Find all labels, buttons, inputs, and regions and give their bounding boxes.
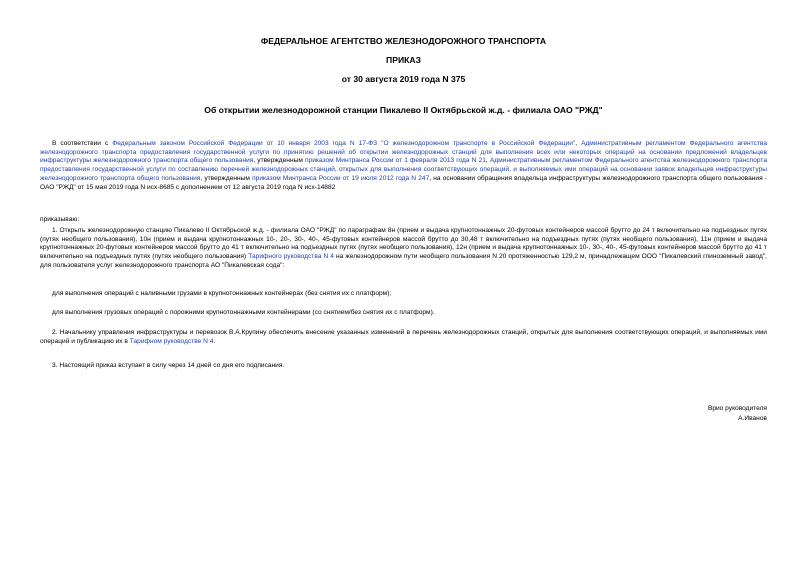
agency-name: ФЕДЕРАЛЬНОЕ АГЕНТСТВО ЖЕЛЕЗНОДОРОЖНОГО ТРАНСПОРТА <box>260 36 547 46</box>
item-1-subitem-a: для выполнения операций с наливными грузами в крупнотоннажных контейнерах (без снятия их с платформ); <box>52 290 392 297</box>
admin-regulation-link-1[interactable]: Административным регламентом Федерального агентства железнодорожного транспорта предоставления государственной услуги по принятию решений об открытии железнодорожных станций для выполнения всех или некоторых операций на основании предложений владельцев инфраструктуры железнодорожного транспорта общего пользования <box>40 140 767 165</box>
item-2-paragraph <box>40 329 767 346</box>
item-2-text: . <box>213 337 216 345</box>
mintrans-order-21-link[interactable]: приказом Минтранса России от 1 февраля 2013 года N 21 <box>304 157 486 165</box>
item-1-text: на железнодорожном пути необщего пользования N 20 протяженностью 129,2 м, принадлежащем ООО "Пикалевский глиноземный завод", для пользователя услуг железнодорожного транспорта АО "Пикалевская сода": <box>40 253 768 269</box>
document-page <box>40 0 767 571</box>
federal-law-link[interactable]: Федеральным законом Российской Федерации от 10 января 2003 года N 17-ФЗ "О железнодорожном транспорте в Российской Федерации" <box>112 140 576 147</box>
signature-name: А.Иванов <box>738 415 767 422</box>
item-1-subitem-b: для выполнения грузовых операций с порожними крупнотоннажными контейнерами (со снятием/без снятия их с платформ). <box>52 309 435 316</box>
document-date-number: от 30 августа 2019 года N 375 <box>341 74 466 84</box>
item-3-paragraph: 3. Настоящий приказ вступает в силу через 14 дней со дня его подписания. <box>52 362 285 369</box>
item-1-text: 1. Открыть железнодорожную станцию Пикалево II Октябрьской ж.д. - филиала ОАО "РЖД" по параграфам 8н (прием и выдача крупнотоннажных 20-футовых контейнеров массой брутто до 24 т включительно на подъездных путях (путях необщего пользования), 10н (прием и выдача крупнотоннажных 10-, 20-, 30-, 40-, 45-футовых контейнеров массой брутто до 30,48 т включительно на подъездных путях (путях необщего пользования), 11н (прием и выдача крупнотоннажных 20-футовых контейнеров массой брутто до 41 т включительно на подъездных путях (путях необщего пользования), 12н (прием и выдача крупнотоннажных 10-, 30-, 40-, 45-футовых контейнеров массой брутто до 41 т включительно на подъездных путях (путях необщего пользования) <box>40 227 767 261</box>
signature-role: Врио руководителя <box>707 405 767 412</box>
preamble-text: , утвержденным <box>253 157 305 165</box>
tariff-guide-4-link-2[interactable]: Тарифном руководстве N 4 <box>129 337 214 345</box>
preamble-text: , <box>575 140 582 147</box>
preamble-text: , на основании обращения владельца инфраструктуры железнодорожного транспорта общего пользования - ОАО "РЖД" от 15 мая 2019 года N исх-8685 с дополнением от 12 августа 2019 года N исх-14882 <box>40 174 767 191</box>
document-type: ПРИКАЗ <box>386 55 421 65</box>
mintrans-order-247-link[interactable]: приказом Минтранса России от 19 июля 2012 года N 247 <box>252 174 430 182</box>
document-title: Об открытии железнодорожной станции Пикалево II Октябрьской ж.д. - филиала ОАО "РЖД" <box>204 105 603 115</box>
order-word: приказываю: <box>40 216 80 223</box>
item-2-text: 2. Начальнику управления инфраструктуры и перевозок В.А.Крупину обеспечить внесение указанных изменений в перечень железнодорожных станций, открытых для выполнения соответствующих операций, и выполняемых ими операций и публикацию их в <box>40 329 767 345</box>
preamble-paragraph <box>40 140 767 192</box>
item-1-paragraph <box>40 227 767 271</box>
preamble-text: В соответствии с <box>52 140 113 147</box>
tariff-guide-4-link[interactable]: Тарифного руководства N 4 <box>248 253 334 261</box>
admin-regulation-link-2[interactable]: Административным регламентом Федерального агентства железнодорожного транспорта предоставления государственной услуги по составлению перечней железнодорожных станций, открытых для выполнения соответствующих операций, и выполняемых ими операций на основании заявок владельцев инфраструктуры железнодорожного транспорта общего пользования <box>40 157 768 182</box>
preamble-text: , утвержденным <box>200 174 253 182</box>
preamble-text: , <box>485 157 490 165</box>
